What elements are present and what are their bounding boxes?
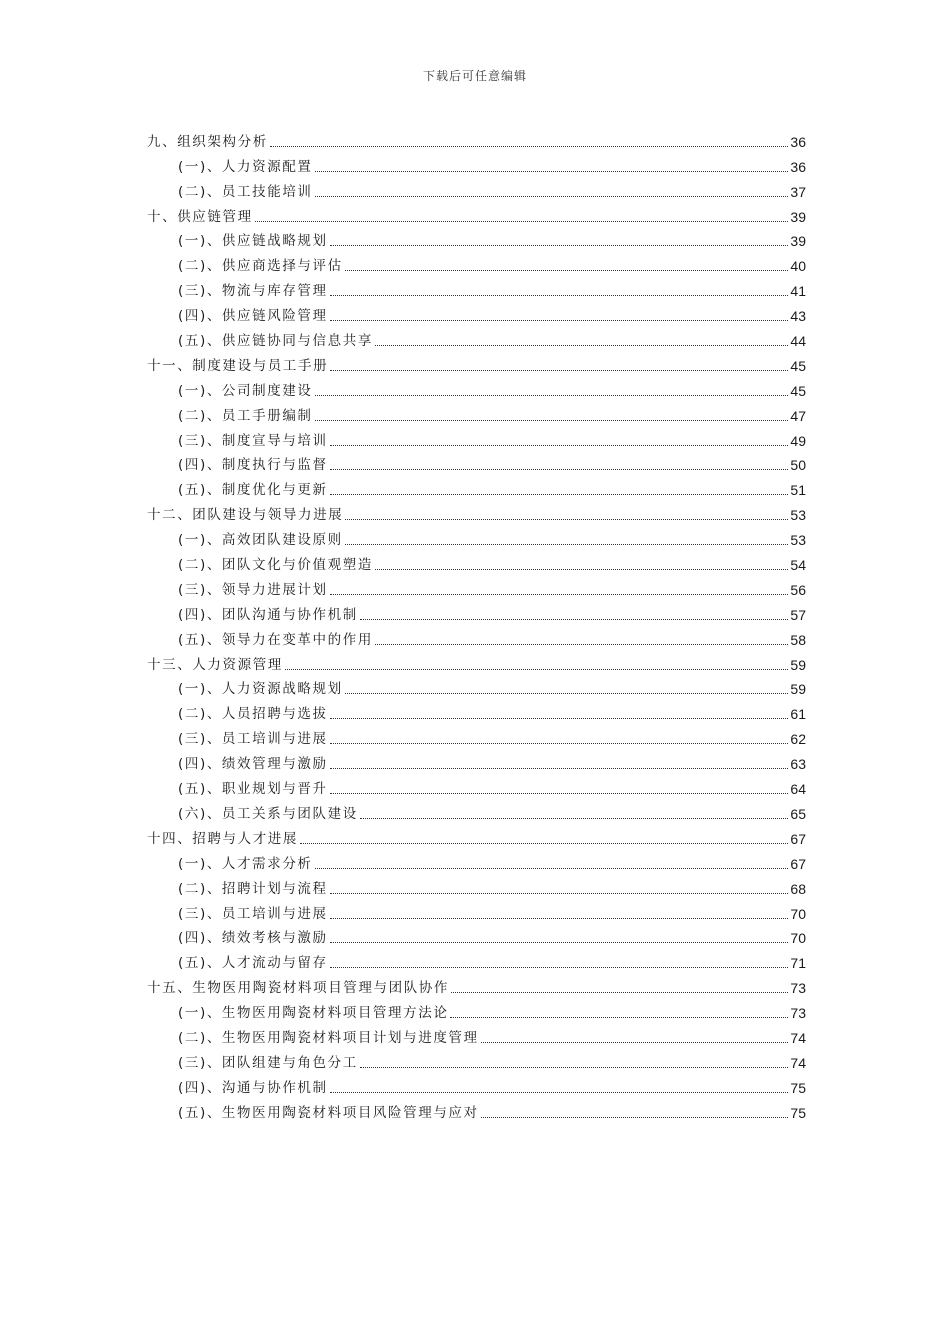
toc-dot-leader (330, 743, 789, 744)
toc-dot-leader (255, 221, 789, 222)
toc-entry-page-number: 63 (790, 756, 806, 773)
toc-chapter-entry[interactable] (147, 350, 806, 375)
toc-entry-page-number: 62 (790, 731, 806, 748)
toc-dot-leader (330, 793, 789, 794)
toc-section-entry[interactable] (147, 997, 806, 1022)
toc-dot-leader (330, 893, 789, 894)
toc-dot-leader (330, 594, 789, 595)
toc-chapter-entry[interactable] (147, 126, 806, 151)
toc-dot-leader (345, 270, 789, 271)
toc-entry-title: 十四、招聘与人才进展 (147, 830, 298, 847)
toc-entry-title: (二)、人员招聘与选拔 (178, 706, 328, 723)
toc-section-entry[interactable] (147, 1022, 806, 1047)
toc-section-entry[interactable] (147, 674, 806, 699)
toc-section-entry[interactable] (147, 624, 806, 649)
toc-section-entry[interactable] (147, 898, 806, 923)
toc-dot-leader (330, 320, 789, 321)
toc-entry-page-number: 74 (790, 1029, 806, 1046)
toc-entry-title: (四)、团队沟通与协作机制 (178, 606, 358, 623)
toc-entry-page-number: 40 (790, 258, 806, 275)
toc-entry-page-number: 41 (790, 283, 806, 300)
toc-entry-page-number: 70 (790, 905, 806, 922)
toc-section-entry[interactable] (147, 723, 806, 748)
toc-dot-leader (481, 1117, 789, 1118)
toc-entry-page-number: 53 (790, 532, 806, 549)
toc-dot-leader (330, 370, 788, 371)
toc-entry-title: (五)、制度优化与更新 (178, 482, 328, 499)
toc-dot-leader (360, 619, 789, 620)
toc-section-entry[interactable] (147, 226, 806, 251)
toc-entry-title: (一)、高效团队建设原则 (178, 532, 343, 549)
toc-entry-title: 九、组织架构分析 (147, 133, 268, 150)
toc-entry-title: 十二、团队建设与领导力进展 (147, 507, 344, 524)
toc-entry-page-number: 65 (790, 805, 806, 822)
toc-dot-leader (330, 445, 789, 446)
toc-entry-page-number: 53 (790, 507, 806, 524)
toc-section-entry[interactable] (147, 151, 806, 176)
toc-entry-page-number: 37 (790, 183, 806, 200)
toc-dot-leader (330, 494, 789, 495)
toc-entry-title: (五)、供应链协同与信息共享 (178, 333, 373, 350)
toc-entry-title: (五)、职业规划与晋升 (178, 781, 328, 798)
toc-section-entry[interactable] (147, 574, 806, 599)
toc-entry-page-number: 47 (790, 407, 806, 424)
toc-entry-title: (二)、供应商选择与评估 (178, 258, 343, 275)
toc-section-entry[interactable] (147, 425, 806, 450)
toc-entry-title: (五)、生物医用陶瓷材料项目风险管理与应对 (178, 1104, 479, 1121)
toc-entry-page-number: 50 (790, 457, 806, 474)
toc-dot-leader (315, 196, 789, 197)
toc-entry-page-number: 57 (790, 606, 806, 623)
toc-entry-page-number: 45 (790, 357, 806, 374)
toc-dot-leader (330, 768, 789, 769)
toc-entry-page-number: 67 (790, 830, 806, 847)
toc-entry-page-number: 59 (790, 681, 806, 698)
toc-section-entry[interactable] (147, 698, 806, 723)
toc-dot-leader (481, 1042, 789, 1043)
toc-section-entry[interactable] (147, 524, 806, 549)
toc-entry-page-number: 71 (790, 955, 806, 972)
toc-dot-leader (345, 544, 789, 545)
toc-entry-title: (三)、团队组建与角色分工 (178, 1054, 358, 1071)
toc-dot-leader (345, 519, 788, 520)
toc-section-entry[interactable] (147, 375, 806, 400)
toc-section-entry[interactable] (147, 923, 806, 948)
toc-entry-title: 十三、人力资源管理 (147, 656, 283, 673)
toc-dot-leader (330, 295, 789, 296)
toc-dot-leader (330, 1092, 789, 1093)
toc-entry-page-number: 45 (790, 382, 806, 399)
toc-section-entry[interactable] (147, 474, 806, 499)
toc-dot-leader (330, 718, 789, 719)
toc-entry-title: (一)、供应链战略规划 (178, 233, 328, 250)
toc-section-entry[interactable] (147, 176, 806, 201)
toc-entry-page-number: 75 (790, 1079, 806, 1096)
toc-dot-leader (330, 245, 789, 246)
toc-dot-leader (375, 569, 788, 570)
toc-entry-page-number: 67 (790, 855, 806, 872)
toc-dot-leader (330, 469, 789, 470)
toc-section-entry[interactable] (147, 947, 806, 972)
toc-section-entry[interactable] (147, 599, 806, 624)
toc-chapter-entry[interactable] (147, 499, 806, 524)
table-of-contents (147, 126, 806, 1122)
toc-entry-title: 十五、生物医用陶瓷材料项目管理与团队协作 (147, 980, 449, 997)
toc-section-entry[interactable] (147, 450, 806, 475)
toc-entry-page-number: 61 (790, 706, 806, 723)
toc-entry-page-number: 58 (790, 631, 806, 648)
toc-entry-page-number: 39 (790, 208, 806, 225)
toc-section-entry[interactable] (147, 1097, 806, 1122)
toc-dot-leader (285, 669, 789, 670)
toc-entry-page-number: 44 (790, 333, 806, 350)
toc-entry-title: (二)、招聘计划与流程 (178, 880, 328, 897)
toc-entry-page-number: 49 (790, 432, 806, 449)
toc-entry-page-number: 73 (790, 980, 806, 997)
toc-section-entry[interactable] (147, 549, 806, 574)
toc-entry-title: (四)、绩效考核与激励 (178, 930, 328, 947)
toc-section-entry[interactable] (147, 798, 806, 823)
toc-entry-title: (三)、制度宣导与培训 (178, 432, 328, 449)
toc-entry-title: (二)、员工手册编制 (178, 407, 313, 424)
toc-entry-page-number: 64 (790, 781, 806, 798)
toc-dot-leader (315, 171, 789, 172)
toc-entry-title: (三)、员工培训与进展 (178, 905, 328, 922)
toc-entry-title: (二)、团队文化与价值观塑造 (178, 557, 373, 574)
toc-dot-leader (330, 967, 789, 968)
toc-entry-page-number: 73 (790, 1005, 806, 1022)
toc-chapter-entry[interactable] (147, 649, 806, 674)
toc-entry-page-number: 36 (790, 158, 806, 175)
toc-dot-leader (330, 942, 789, 943)
toc-dot-leader (375, 345, 788, 346)
toc-dot-leader (315, 395, 789, 396)
toc-entry-title: (五)、领导力在变革中的作用 (178, 631, 373, 648)
toc-entry-title: (三)、领导力进展计划 (178, 581, 328, 598)
toc-entry-title: (一)、公司制度建设 (178, 382, 313, 399)
toc-section-entry[interactable] (147, 848, 806, 873)
toc-dot-leader (450, 1017, 788, 1018)
toc-section-entry[interactable] (147, 250, 806, 275)
toc-section-entry[interactable] (147, 773, 806, 798)
toc-dot-leader (345, 693, 789, 694)
toc-entry-title: (四)、绩效管理与激励 (178, 756, 328, 773)
toc-section-entry[interactable] (147, 748, 806, 773)
toc-dot-leader (270, 146, 789, 147)
toc-entry-page-number: 51 (790, 482, 806, 499)
toc-dot-leader (360, 1067, 789, 1068)
toc-entry-title: (一)、人力资源战略规划 (178, 681, 343, 698)
toc-entry-page-number: 70 (790, 930, 806, 947)
toc-entry-title: (五)、人才流动与留存 (178, 955, 328, 972)
toc-dot-leader (315, 868, 789, 869)
toc-entry-page-number: 39 (790, 233, 806, 250)
toc-entry-page-number: 74 (790, 1054, 806, 1071)
toc-entry-title: (六)、员工关系与团队建设 (178, 805, 358, 822)
toc-chapter-entry[interactable] (147, 201, 806, 226)
toc-entry-title: 十、供应链管理 (147, 208, 253, 225)
toc-chapter-entry[interactable] (147, 972, 806, 997)
toc-section-entry[interactable] (147, 873, 806, 898)
toc-dot-leader (360, 818, 789, 819)
toc-entry-page-number: 56 (790, 581, 806, 598)
toc-dot-leader (451, 992, 788, 993)
toc-entry-page-number: 43 (790, 308, 806, 325)
page-header-note: 下载后可任意编辑 (422, 69, 527, 83)
toc-entry-title: (三)、物流与库存管理 (178, 283, 328, 300)
toc-section-entry[interactable] (147, 275, 806, 300)
toc-entry-page-number: 36 (790, 133, 806, 150)
toc-entry-page-number: 54 (790, 557, 806, 574)
toc-section-entry[interactable] (147, 1072, 806, 1097)
toc-entry-title: (四)、沟通与协作机制 (178, 1079, 328, 1096)
toc-entry-page-number: 75 (790, 1104, 806, 1121)
toc-chapter-entry[interactable] (147, 823, 806, 848)
toc-entry-title: (二)、员工技能培训 (178, 183, 313, 200)
toc-dot-leader (375, 644, 788, 645)
toc-entry-title: (一)、人才需求分析 (178, 855, 313, 872)
toc-entry-title: (四)、供应链风险管理 (178, 308, 328, 325)
toc-entry-page-number: 59 (790, 656, 806, 673)
toc-entry-title: (二)、生物医用陶瓷材料项目计划与进度管理 (178, 1029, 479, 1046)
toc-entry-title: (一)、生物医用陶瓷材料项目管理方法论 (178, 1005, 449, 1022)
toc-entry-title: (三)、员工培训与进展 (178, 731, 328, 748)
toc-entry-title: (四)、制度执行与监督 (178, 457, 328, 474)
toc-section-entry[interactable] (147, 325, 806, 350)
toc-entry-title: 十一、制度建设与员工手册 (147, 357, 329, 374)
toc-dot-leader (330, 918, 789, 919)
toc-section-entry[interactable] (147, 1047, 806, 1072)
toc-section-entry[interactable] (147, 300, 806, 325)
toc-dot-leader (315, 420, 789, 421)
toc-dot-leader (300, 843, 788, 844)
toc-entry-title: (一)、人力资源配置 (178, 158, 313, 175)
toc-section-entry[interactable] (147, 400, 806, 425)
toc-entry-page-number: 68 (790, 880, 806, 897)
